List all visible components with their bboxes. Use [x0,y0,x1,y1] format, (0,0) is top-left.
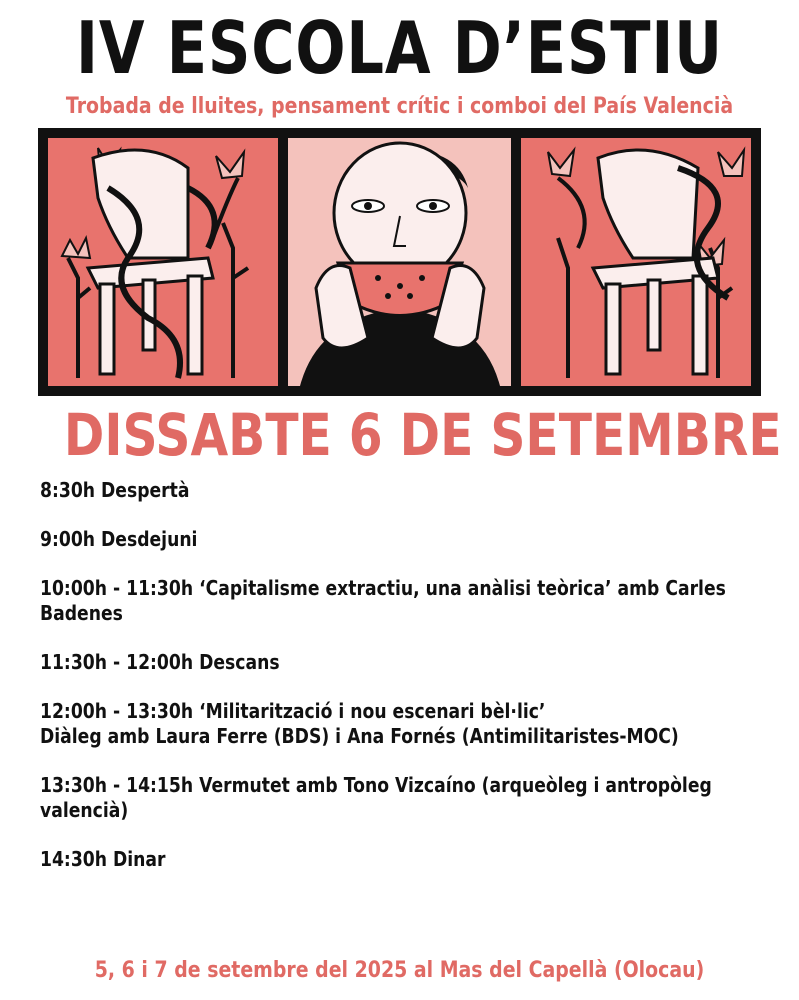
subtitle: Trobada de lluites, pensament crític i comboi del País Valencià [65,94,734,119]
schedule-item [40,478,780,503]
schedule-line: 8:30h Despertà [40,478,190,502]
schedule-line: Diàleg amb Laura Ferre (BDS) i Ana Fornés (Antimilitaristes-MOC) [40,724,679,748]
schedule-line: 14:30h Dinar [40,847,166,871]
left-panel [48,138,278,386]
schedule-item [40,773,780,823]
schedule-line: 12:00h - 13:30h ‘Militarització i nou escenari bèl·lic’ [40,699,546,723]
schedule-item [40,699,780,749]
date-heading: DISSABTE 6 DE SETEMBRE [63,401,782,469]
schedule-line: 13:30h - 14:15h Vermutet amb Tono Vizcaíno (arqueòleg i antropòleg [40,773,712,797]
schedule-item [40,847,780,872]
schedule-line: 9:00h Desdejuni [40,527,198,551]
event-dates-location: 5, 6 i 7 de setembre del 2025 al Mas del Capellà (Olocau) [94,958,705,983]
page-title: IV ESCOLA D’ESTIU [76,6,723,90]
center-panel [288,138,511,386]
schedule-line: Badenes [40,601,123,625]
schedule-item [40,527,780,552]
schedule-item [40,650,780,675]
schedule-line: valencià) [40,798,129,822]
schedule-line: 11:30h - 12:00h Descans [40,650,280,674]
illustration-banner [38,128,761,396]
schedule-line: 10:00h - 11:30h ‘Capitalisme extractiu, una anàlisi teòrica’ amb Carles [40,576,726,600]
schedule-list [40,478,780,896]
schedule-item [40,576,780,626]
right-panel [521,138,751,386]
